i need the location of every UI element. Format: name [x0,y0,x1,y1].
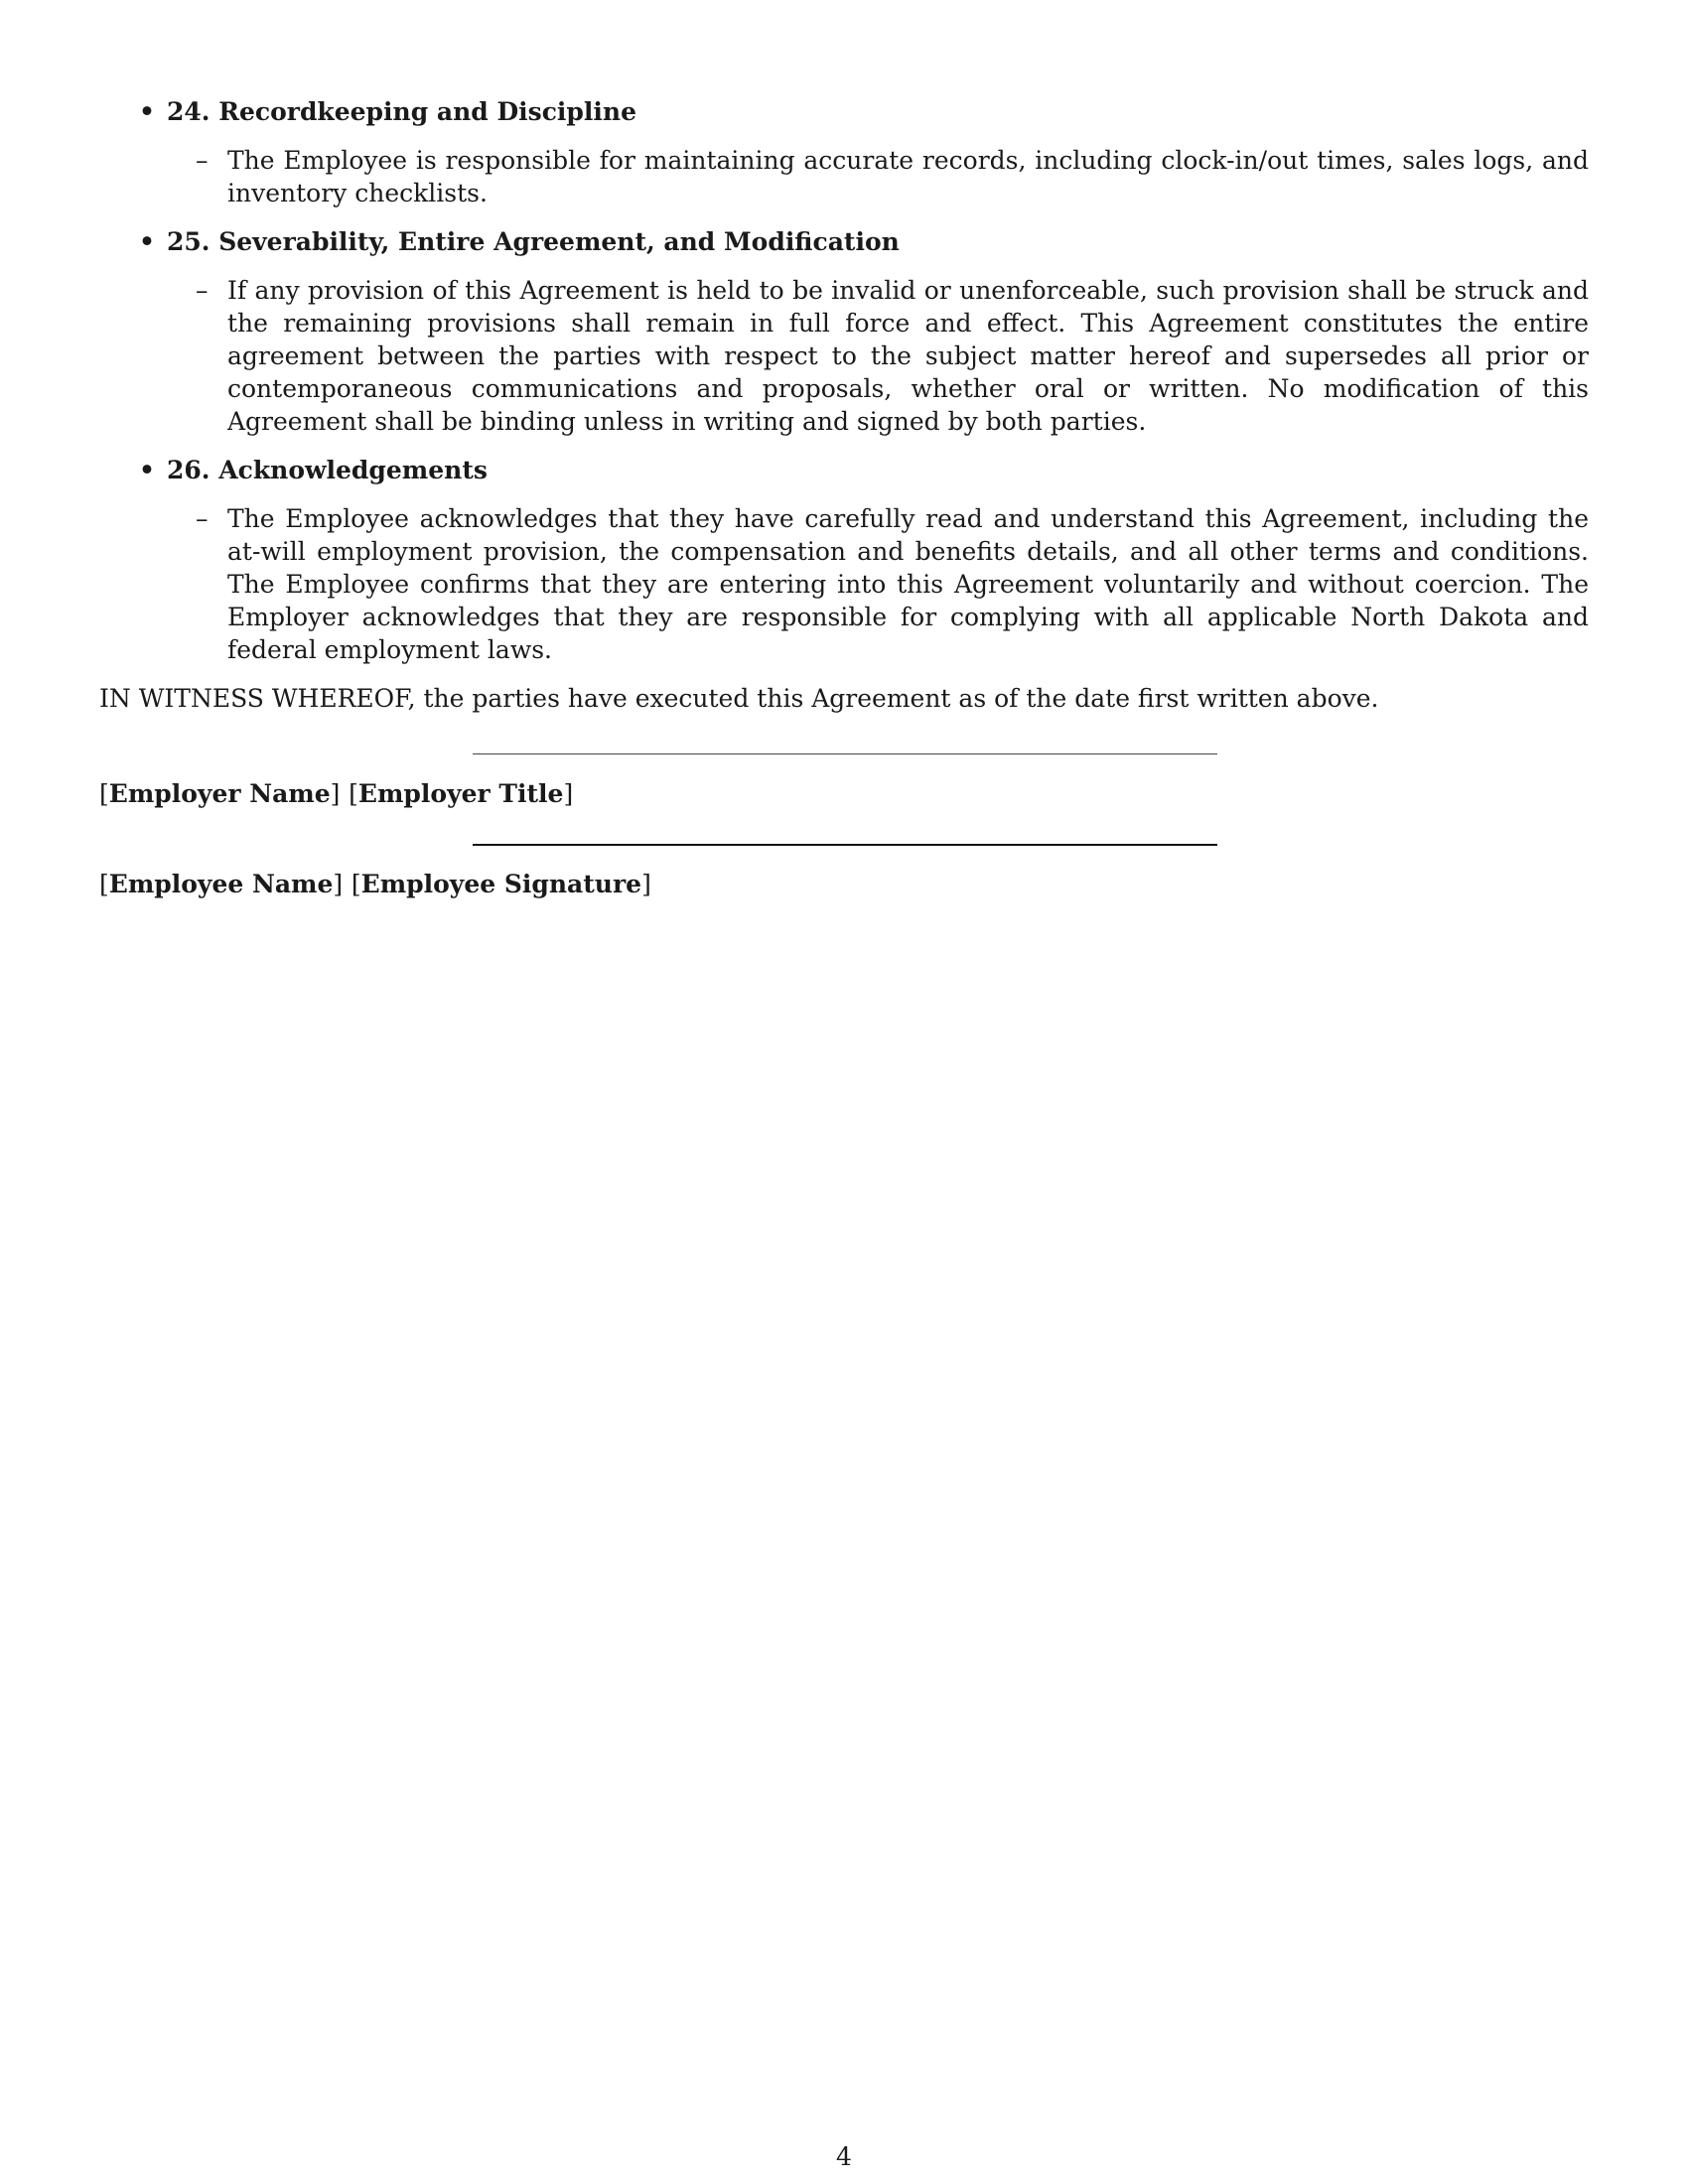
employee-name: Employee Name [108,870,334,898]
employer-signature-label: [Employer Name] [Employer Title] [99,779,574,808]
section-25 [139,225,1589,438]
document-page [99,95,1589,900]
section-26 [139,454,1589,666]
section-heading-text: 26. Acknowledgements [167,456,488,484]
employee-signature-block [99,844,1589,900]
bullet-icon: • [139,456,155,484]
employer-title: Employer Title [357,779,564,808]
dash-icon: – [196,276,209,305]
dash-icon: – [196,504,209,533]
section-heading-text: 24. Recordkeeping and Discipline [167,97,636,126]
section-24 [139,95,1589,209]
section-body-text: The Employee acknowledges that they have carefully read and understand this Agreement, including the at-will employment provision, the compensation and benefits details, and all other terms and conditions. The Employee confirms that they are entering into this Agreement voluntarily and without coercion. The Employer acknowledges that they are responsible for complying with all applicable North Dakota and federal employment laws. [227,504,1589,664]
bullet-icon: • [139,227,155,256]
bullet-icon: • [139,97,155,126]
section-body-text: If any provision of this Agreement is held to be invalid or unenforceable, such provision shall be struck and the remaining provisions shall remain in full force and effect. This Agreement constitutes the entire agreement between the parties with respect to the subject matter hereof and supersedes all prior or contemporaneous communications and proposals, whether oral or written. No modification of this Agreement shall be binding unless in writing and signed by both parties. [227,276,1589,436]
witness-statement: IN WITNESS WHEREOF, the parties have executed this Agreement as of the date first written above. [99,684,1379,713]
page-number: 4 [836,2142,852,2171]
section-heading [139,454,1589,486]
employee-signature-label: [Employee Name] [Employee Signature] [99,870,651,898]
section-heading-text: 25. Severability, Entire Agreement, and Modification [167,227,900,256]
dash-icon: – [196,146,209,175]
employer-name: Employer Name [108,779,331,808]
section-body [196,502,1589,666]
employer-signature-line [473,753,1217,754]
employee-signature-line [473,844,1217,846]
section-body-text: The Employee is responsible for maintaining accurate records, including clock-in/out times, sales logs, and inventory checklists. [227,146,1589,207]
section-heading [139,95,1589,128]
employee-signature: Employee Signature [360,870,642,898]
section-body [196,274,1589,438]
section-heading [139,225,1589,258]
section-body [196,144,1589,209]
employer-signature-block [99,753,1589,810]
